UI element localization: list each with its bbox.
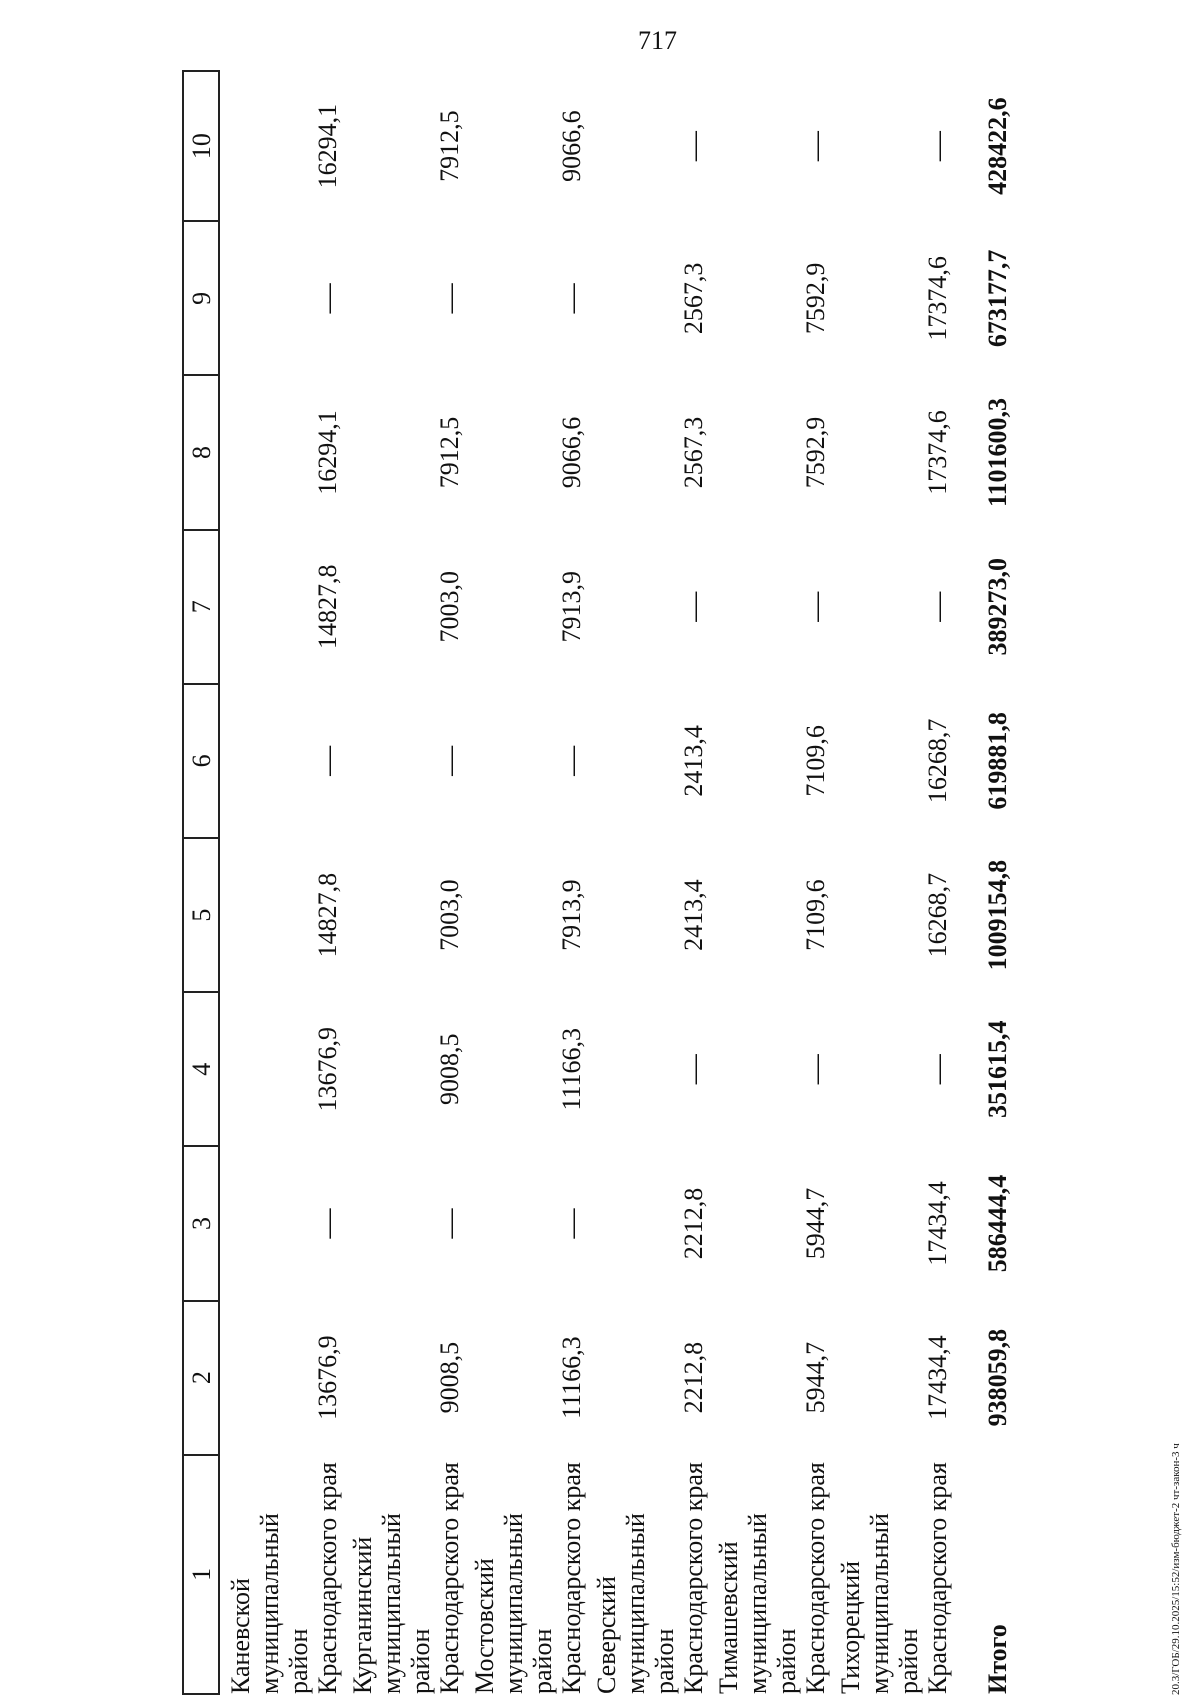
row-label-line: Северский [592, 1576, 621, 1694]
value-cell: 16294,1 [313, 410, 342, 495]
value-cell: 2413,4 [679, 879, 708, 951]
value-cell: 16268,7 [923, 872, 952, 958]
value-cell: 16268,7 [923, 718, 952, 804]
value-cell: 7592,9 [801, 416, 830, 489]
table-row [708, 71, 830, 1694]
header-cell: 10 [183, 71, 219, 221]
value-cell: 7109,6 [801, 725, 830, 797]
value-cell: 9066,6 [557, 416, 586, 489]
value-cell: 9008,5 [435, 1033, 464, 1105]
value-cell: 17374,6 [923, 256, 952, 341]
header-cell: 4 [183, 992, 219, 1146]
value-cell: 7912,5 [435, 110, 464, 182]
value-cell: 14827,8 [313, 564, 342, 649]
value-cell: 2413,4 [679, 725, 708, 797]
header-cell: 9 [183, 221, 219, 375]
row-label-line: муниципальный район [865, 1513, 923, 1694]
dash-cell: — [311, 745, 344, 776]
value-cell: 2212,8 [679, 1341, 708, 1414]
value-cell: 17374,6 [923, 410, 952, 495]
value-cell: 16294,1 [313, 103, 342, 189]
row-label-line: Краснодарского края [435, 1462, 464, 1694]
total-value-cell: 1009154,8 [982, 859, 1012, 971]
header-cell: 1 [183, 1455, 219, 1694]
header-cell: 2 [183, 1301, 219, 1455]
row-label-line: Краснодарского края [313, 1462, 342, 1694]
footer-code: 20.3/ГОБ/29.10.2025/15:52/изм-бюджет-2 чт-закон-3 ч [1170, 1443, 1182, 1695]
table-body [219, 71, 1042, 1694]
value-cell: 17434,4 [923, 1335, 952, 1420]
row-label-line: Краснодарского края [679, 1462, 708, 1694]
total-value-cell: 673177,7 [982, 249, 1012, 348]
total-value-cell: 586444,4 [982, 1174, 1012, 1273]
total-value-cell: 389273,0 [982, 557, 1012, 656]
value-cell: 11166,3 [557, 1336, 586, 1419]
row-label [219, 1455, 342, 1694]
dash-cell: — [921, 591, 954, 622]
dash-cell: — [921, 1054, 954, 1085]
value-cell: 5944,7 [801, 1187, 830, 1260]
value-cell: 5944,7 [801, 1341, 830, 1414]
dash-cell: — [677, 131, 710, 162]
value-cell: 7912,5 [435, 416, 464, 489]
row-label-line: муниципальный район [621, 1513, 679, 1694]
value-cell: 7913,9 [557, 879, 586, 951]
row-label-line: муниципальный район [377, 1513, 435, 1694]
row-label [586, 1455, 708, 1694]
header-cell: 7 [183, 530, 219, 684]
dash-cell: — [311, 1208, 344, 1239]
table-row [342, 71, 464, 1694]
header-cell: 8 [183, 375, 219, 529]
row-label-line: Тихорецкий [836, 1560, 865, 1694]
row-label [830, 1455, 952, 1694]
table-row [830, 71, 952, 1694]
value-cell: 13676,9 [313, 1335, 342, 1420]
dash-cell: — [433, 745, 466, 776]
value-cell: 9066,6 [557, 110, 586, 182]
row-label-line: Краснодарского края [557, 1462, 586, 1694]
dash-cell: — [555, 745, 588, 776]
total-value-cell: 938059,8 [982, 1328, 1012, 1427]
table-row [464, 71, 586, 1694]
rotated-sheet [182, 70, 1012, 1695]
row-label-line: муниципальный район [743, 1513, 801, 1694]
value-cell: 7592,9 [801, 262, 830, 335]
row-label-line: Курганинский [348, 1536, 377, 1694]
row-label-line: Краснодарского края [801, 1462, 830, 1694]
total-value-cell: 428422,6 [982, 97, 1012, 195]
value-cell: 7003,0 [435, 879, 464, 951]
header-cell: 5 [183, 838, 219, 992]
total-value-cell: 351615,4 [982, 1020, 1012, 1118]
dash-cell: — [921, 131, 954, 162]
dash-cell: — [555, 1208, 588, 1239]
row-label [342, 1455, 464, 1694]
value-cell: 7109,6 [801, 879, 830, 951]
row-label-line: Мостовский [470, 1558, 499, 1694]
row-label-line: Краснодарского края [923, 1462, 952, 1694]
value-cell: 2567,3 [679, 416, 708, 489]
dash-cell: — [311, 283, 344, 314]
row-label [708, 1455, 830, 1694]
row-label-line: Тимашевский [714, 1541, 743, 1694]
value-cell: 9008,5 [435, 1341, 464, 1414]
table-row [586, 71, 708, 1694]
total-value-cell: 619881,8 [982, 712, 1012, 810]
value-cell: 7913,9 [557, 570, 586, 643]
row-label-line: муниципальный район [499, 1513, 557, 1694]
dash-cell: — [433, 283, 466, 314]
dash-cell: — [799, 591, 832, 622]
total-label: Итого [982, 1624, 1012, 1694]
dash-cell: — [799, 1054, 832, 1085]
value-cell: 14827,8 [313, 872, 342, 958]
value-cell: 17434,4 [923, 1181, 952, 1266]
total-value-cell: 1101600,3 [982, 397, 1012, 508]
dash-cell: — [433, 1208, 466, 1239]
value-cell: 7003,0 [435, 570, 464, 643]
dash-cell: — [677, 1054, 710, 1085]
header-row [183, 71, 219, 1694]
value-cell: 2567,3 [679, 262, 708, 335]
table-row [219, 71, 342, 1694]
header-cell: 6 [183, 684, 219, 838]
row-label [464, 1455, 586, 1694]
value-cell: 13676,9 [313, 1027, 342, 1112]
header-cell: 3 [183, 1146, 219, 1300]
total-row [952, 71, 1042, 1694]
dash-cell: — [555, 283, 588, 314]
dash-cell: — [799, 131, 832, 162]
row-label-line: муниципальный район [255, 1513, 313, 1694]
value-cell: 11166,3 [557, 1027, 586, 1111]
dash-cell: — [677, 591, 710, 622]
page-number: 717 [638, 26, 677, 55]
row-label-line: Каневской [226, 1578, 255, 1694]
value-cell: 2212,8 [679, 1187, 708, 1260]
budget-table [182, 70, 1042, 1695]
